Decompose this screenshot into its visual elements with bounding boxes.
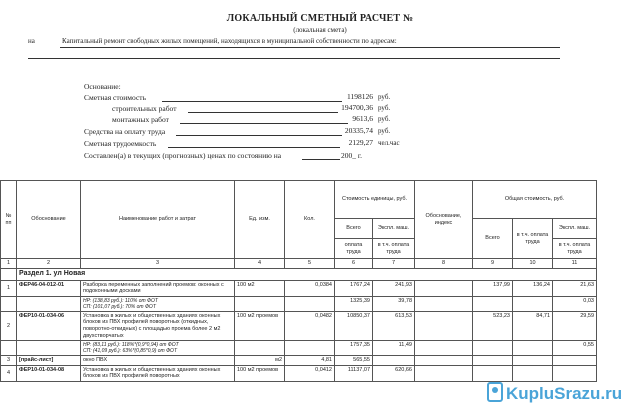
- estimate-cost-label: Сметная стоимость: [84, 93, 147, 102]
- row-c11b: 0,03: [553, 296, 597, 311]
- wage-fund-value: 20335,74: [344, 126, 373, 135]
- construction-label: строительных работ: [112, 104, 177, 113]
- estimate-table: [0, 180, 597, 382]
- basis-label: Основание:: [84, 82, 121, 91]
- row-unit: 100 м2: [235, 280, 285, 296]
- row-c7b: 11,49: [373, 341, 415, 356]
- row-note: СП: (101,07 руб.): 70% от ФОТ: [83, 303, 156, 310]
- row-num: 2: [1, 311, 17, 340]
- row-num: 4: [1, 365, 17, 381]
- header-uc-mach: Экспл. маш.: [373, 219, 415, 239]
- line: [162, 101, 342, 102]
- row-c7b: 39,78: [373, 296, 415, 311]
- cell: [1, 341, 17, 356]
- wage-fund-unit: руб.: [378, 127, 391, 135]
- line: [302, 159, 340, 160]
- row-qty: 0,0412: [285, 365, 335, 381]
- line: [188, 112, 338, 113]
- header-uc-mach-pay: в т.ч. оплата труда: [373, 239, 415, 259]
- row-qty: 0,0384: [285, 280, 335, 296]
- cell: [513, 356, 553, 366]
- header-name: Наименование работ и затрат: [81, 181, 235, 259]
- colnum: 11: [553, 259, 597, 269]
- row-note: НР: (138,83 руб.): 110% от ФОТ: [83, 297, 158, 304]
- watermark: [487, 382, 622, 404]
- table-row: [1, 280, 597, 296]
- cell: [553, 356, 597, 366]
- installation-label: монтажных работ: [112, 115, 169, 124]
- row-name: Разборка переменных заполнений проемов: оконных с подоконными досками: [81, 280, 235, 296]
- object-underline-2: [28, 58, 560, 59]
- object-description: Капитальный ремонт свободных жилых помещений, находящихся в муниципальной собственности по адресам:: [62, 37, 397, 45]
- row-name: Установка в жилых и общественных зданиях оконных блоков из ПВХ профилей поворотных (откидных, поворотно-откидных) с площадью проема более 2 м2 двухстворчатых: [81, 311, 235, 340]
- na-label: на: [28, 37, 35, 45]
- installation-value: 9613,6: [352, 114, 373, 123]
- row-c6: 1767,24: [335, 280, 373, 296]
- table-row: [1, 356, 597, 366]
- cell: [513, 296, 553, 311]
- document-subtitle: (локальная смета): [293, 26, 347, 34]
- cell: [81, 341, 235, 356]
- row-unit: 100 м2 проемов: [235, 311, 285, 340]
- colnum: 5: [285, 259, 335, 269]
- row-c6: 11137,07: [335, 365, 373, 381]
- header-basis: Обоснование: [17, 181, 81, 259]
- cell: [1, 268, 17, 280]
- row-c6b: 1325,39: [335, 296, 373, 311]
- cell: [473, 365, 513, 381]
- row-c6: 565,55: [335, 356, 373, 366]
- line: [180, 123, 348, 124]
- header-qty: Кол.: [285, 181, 335, 259]
- table-row: [1, 365, 597, 381]
- labor-intensity-value: 2129,27: [348, 138, 373, 147]
- colnum: 6: [335, 259, 373, 269]
- row-c11: 29,59: [553, 311, 597, 340]
- colnum: 2: [17, 259, 81, 269]
- cell: [513, 341, 553, 356]
- row-name: Установка в жилых и общественных зданиях оконных блоков из ПВХ профилей поворотных: [81, 365, 235, 381]
- cell: [415, 365, 473, 381]
- colnum: 7: [373, 259, 415, 269]
- row-c11b: 0,55: [553, 341, 597, 356]
- row-c11: 21,63: [553, 280, 597, 296]
- table-row: [1, 311, 597, 340]
- header-unit: Ед. изм.: [235, 181, 285, 259]
- row-name: окно ПВХ: [81, 356, 235, 366]
- estimate-cost-unit: руб.: [378, 93, 391, 101]
- header-tc-total: Всего: [473, 219, 513, 259]
- cell: [415, 280, 473, 296]
- table-row-notes: [1, 296, 597, 311]
- object-underline: [60, 47, 560, 48]
- cell: [285, 341, 335, 356]
- row-qty: 0,0482: [285, 311, 335, 340]
- header-unit-cost: Стоимость единицы, руб.: [335, 181, 415, 219]
- colnum: 8: [415, 259, 473, 269]
- watermark-logo-icon: [487, 382, 503, 402]
- installation-unit: руб.: [378, 115, 391, 123]
- row-c7: 620,66: [373, 365, 415, 381]
- cell: [415, 356, 473, 366]
- row-unit: м2: [235, 356, 285, 366]
- cell: [553, 365, 597, 381]
- cell: [473, 296, 513, 311]
- row-code: [прайс-лист]: [17, 356, 81, 366]
- cell: [415, 311, 473, 340]
- cell: [81, 296, 235, 311]
- row-code: ФЕР10-01-034-08: [17, 365, 81, 381]
- header-uc-total: Всего: [335, 219, 373, 239]
- row-c7: 613,53: [373, 311, 415, 340]
- colnum: 4: [235, 259, 285, 269]
- row-num: 1: [1, 280, 17, 296]
- row-c9: 137,99: [473, 280, 513, 296]
- row-c7: 241,93: [373, 280, 415, 296]
- header-uc-pay: оплата труда: [335, 239, 373, 259]
- colnum: 10: [513, 259, 553, 269]
- cell: [17, 296, 81, 311]
- header-num: № пп: [1, 181, 17, 259]
- composed-year: 200_ г.: [341, 151, 362, 160]
- row-unit: 100 м2 проемов: [235, 365, 285, 381]
- cell: [285, 296, 335, 311]
- cell: [373, 356, 415, 366]
- colnum: 9: [473, 259, 513, 269]
- cell: [235, 296, 285, 311]
- row-c9: 523,23: [473, 311, 513, 340]
- labor-intensity-label: Сметная трудоемкость: [84, 139, 157, 148]
- row-c6: 10850,37: [335, 311, 373, 340]
- row-note: НР: (83,11 руб.): 118%*(0,9*0,94) от ФОТ: [83, 342, 179, 349]
- row-num: 3: [1, 356, 17, 366]
- row-c10: 84,71: [513, 311, 553, 340]
- watermark-text: KupluSrazu.ru: [506, 384, 623, 403]
- cell: [473, 356, 513, 366]
- cell: [513, 365, 553, 381]
- estimate-cost-value: 1198126: [347, 92, 373, 101]
- labor-intensity-unit: чел.час: [378, 139, 400, 147]
- cell: [1, 296, 17, 311]
- cell: [415, 296, 473, 311]
- colnum: 1: [1, 259, 17, 269]
- row-c10: 136,24: [513, 280, 553, 296]
- wage-fund-label: Средства на оплату труда: [84, 127, 166, 136]
- header-tc-mach: Экспл. маш.: [553, 219, 597, 239]
- row-c6b: 1757,35: [335, 341, 373, 356]
- construction-value: 194700,36: [341, 103, 373, 112]
- line: [176, 135, 342, 136]
- header-total-cost: Общая стоимость, руб.: [473, 181, 597, 219]
- row-qty: 4,81: [285, 356, 335, 366]
- row-code: ФЕР46-04-012-01: [17, 280, 81, 296]
- cell: [235, 341, 285, 356]
- row-note: СП: (41,09 руб.): 63%*(0,85*0,9) от ФОТ: [83, 348, 178, 355]
- header-tc-mach-pay: в т.ч. оплата труда: [553, 239, 597, 259]
- cell: [473, 341, 513, 356]
- colnum: 3: [81, 259, 235, 269]
- section-title: Раздел 1. ул Новая: [17, 268, 597, 280]
- composed-label: Составлен(а) в текущих (прогнозных) ценах по состоянию на: [84, 151, 282, 160]
- construction-unit: руб.: [378, 104, 391, 112]
- document-title: ЛОКАЛЬНЫЙ СМЕТНЫЙ РАСЧЕТ №: [226, 13, 414, 24]
- cell: [17, 341, 81, 356]
- header-index: Обоснование, индекс: [415, 181, 473, 259]
- line: [168, 147, 340, 148]
- header-tc-pay: в т.ч. оплата труда: [513, 219, 553, 259]
- cell: [415, 341, 473, 356]
- row-code: ФЕР10-01-034-06: [17, 311, 81, 340]
- table-row-notes: [1, 341, 597, 356]
